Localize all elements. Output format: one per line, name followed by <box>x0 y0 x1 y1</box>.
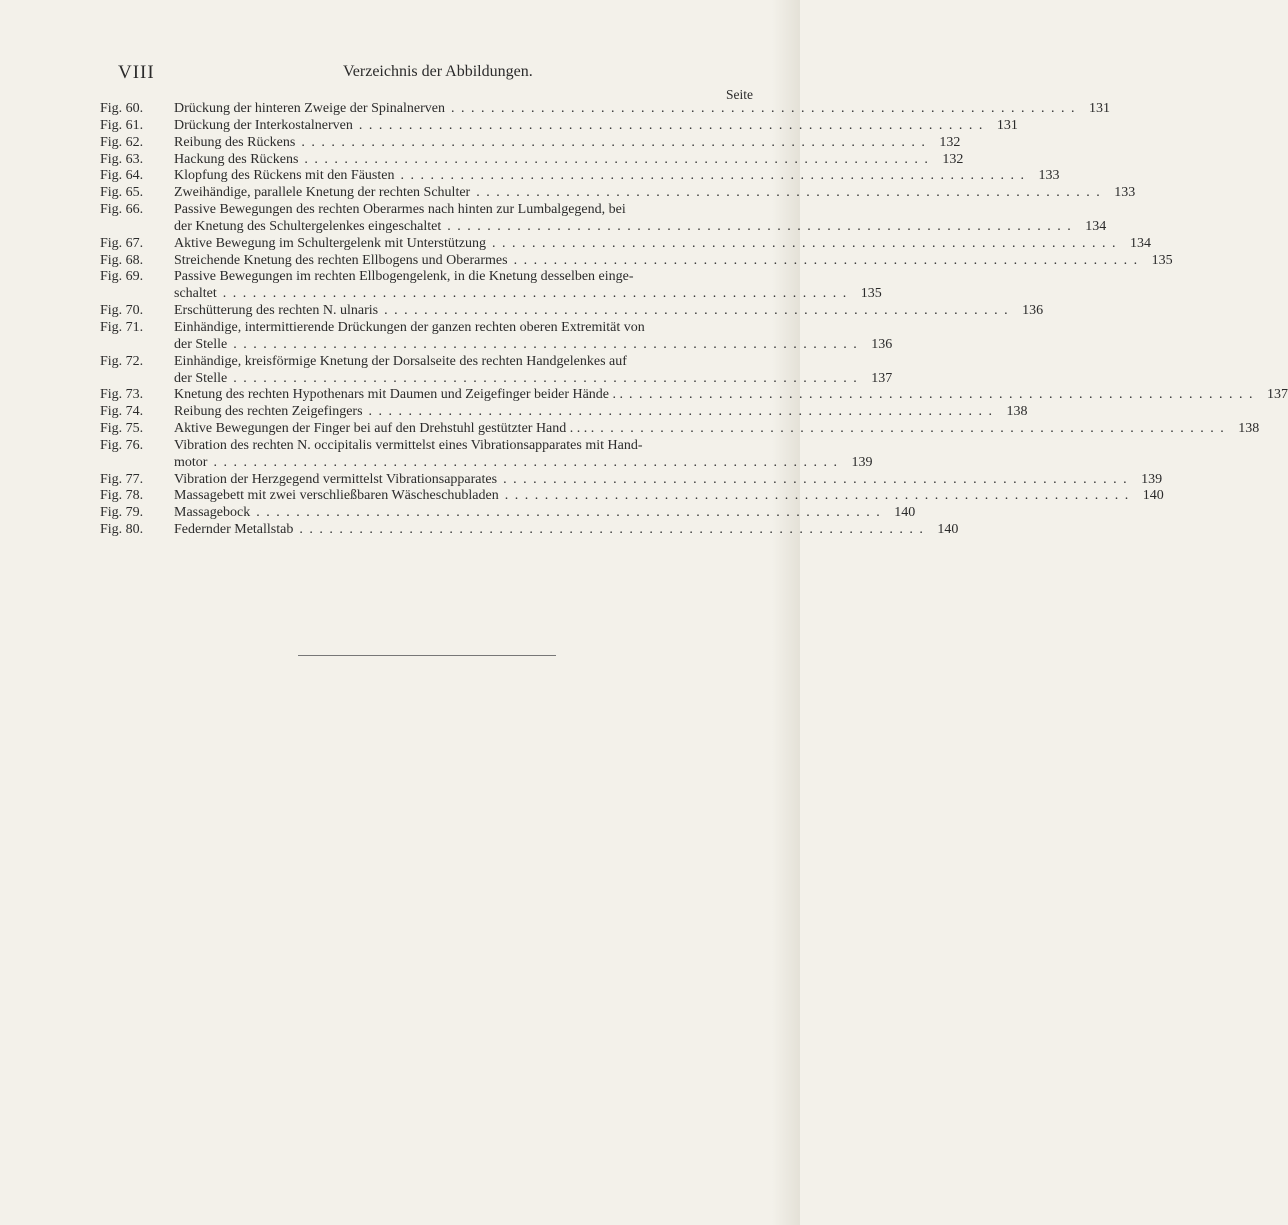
figure-entry <box>100 319 893 354</box>
dot-leader <box>505 488 1130 505</box>
page-reference: 138 <box>1006 404 1028 420</box>
figure-entry <box>100 303 1044 320</box>
figure-caption <box>174 168 1059 185</box>
caption-text: der Knetung des Schultergelenkes eingeschaltet <box>174 218 442 234</box>
dot-leader <box>256 505 881 522</box>
figure-entry <box>100 202 1107 236</box>
figure-number: Fig. 74. <box>100 404 144 420</box>
caption-line <box>174 421 1259 438</box>
figure-caption <box>174 387 1288 404</box>
page-reference: 138 <box>1238 421 1260 437</box>
figure-entry <box>100 168 1060 185</box>
figure-number: Fig. 72. <box>100 353 144 369</box>
figure-caption <box>174 522 958 539</box>
dot-leader <box>503 472 1128 489</box>
figure-list <box>100 101 1288 539</box>
figure-number: Fig. 77. <box>100 471 144 487</box>
dot-leader <box>629 387 1254 404</box>
dot-leader <box>223 286 848 303</box>
dot-leader <box>400 168 1025 185</box>
caption-text: Klopfung des Rückens mit den Fäusten <box>174 168 395 184</box>
figure-caption <box>174 269 882 303</box>
caption-text: motor <box>174 454 208 470</box>
page-reference: 133 <box>1038 168 1060 184</box>
figure-caption <box>174 438 872 472</box>
page-reference: 136 <box>871 336 893 352</box>
figure-number: Fig. 76. <box>100 437 144 453</box>
figure-caption <box>174 185 1135 202</box>
page-reference: 135 <box>1151 252 1173 268</box>
figure-caption <box>174 320 892 354</box>
figure-entry <box>100 437 873 472</box>
caption-line <box>174 488 1164 505</box>
page-reference: 139 <box>1141 471 1163 487</box>
caption-text: der Stelle <box>174 370 228 386</box>
figure-caption <box>174 253 1173 270</box>
figure-number: Fig. 66. <box>100 202 144 218</box>
page-reference: 140 <box>894 505 916 521</box>
page-reference: 132 <box>942 151 964 167</box>
page-reference: 137 <box>871 370 893 386</box>
figure-number: Fig. 78. <box>100 488 144 504</box>
figure-entry <box>100 488 1164 505</box>
dot-leader <box>233 371 858 388</box>
dot-leader <box>514 253 1139 270</box>
figure-caption <box>174 236 1151 253</box>
figure-caption <box>174 472 1162 489</box>
figure-caption <box>174 202 1106 236</box>
figure-entry <box>100 421 1260 438</box>
figure-number: Fig. 64. <box>100 168 144 184</box>
caption-text: Erschütterung des rechten N. ulnaris <box>174 303 379 319</box>
figure-number: Fig. 62. <box>100 134 144 150</box>
page-header <box>118 62 738 86</box>
dot-leader <box>233 337 858 354</box>
figure-entry <box>100 353 893 388</box>
caption-line <box>174 522 958 539</box>
figure-entry <box>100 387 1288 404</box>
caption-line <box>174 185 1135 202</box>
caption-text: Hackung des Rückens <box>174 151 299 167</box>
figure-caption <box>174 404 1028 421</box>
figure-number: Fig. 65. <box>100 185 144 201</box>
page-reference: 136 <box>1022 303 1044 319</box>
dot-leader <box>600 421 1225 438</box>
figure-entry <box>100 522 959 539</box>
caption-text: Knetung des rechten Hypothenars mit Daumen und Zeigefinger beider Hände . . <box>174 387 624 403</box>
figure-number: Fig. 71. <box>100 319 144 335</box>
figure-caption <box>174 118 1018 135</box>
caption-text: Streichende Knetung des rechten Ellbogens und Oberarmes <box>174 252 508 268</box>
page-reference: 140 <box>1142 488 1164 504</box>
caption-text: Zweihändige, parallele Knetung der rechten Schulter <box>174 185 471 201</box>
page-reference: 132 <box>939 134 961 150</box>
caption-line <box>174 303 1043 320</box>
figure-number: Fig. 75. <box>100 421 144 437</box>
figure-number: Fig. 69. <box>100 269 144 285</box>
caption-line <box>174 455 872 472</box>
divider-rule <box>298 655 556 656</box>
figure-number: Fig. 79. <box>100 505 144 521</box>
figure-caption <box>174 303 1043 320</box>
caption-line <box>174 152 963 169</box>
page-reference: 139 <box>851 454 873 470</box>
figure-number: Fig. 80. <box>100 522 144 538</box>
caption-line <box>174 135 960 152</box>
dot-leader <box>301 135 926 152</box>
figure-entry <box>100 471 1163 489</box>
dot-leader <box>384 303 1009 320</box>
figure-caption <box>174 354 892 388</box>
caption-line <box>174 472 1162 489</box>
caption-line <box>174 286 882 303</box>
figure-number: Fig. 61. <box>100 117 144 133</box>
caption-text: Drückung der Interkostalnerven <box>174 117 353 133</box>
caption-text: Reibung des rechten Zeigefingers <box>174 404 363 420</box>
page-reference: 134 <box>1129 235 1151 251</box>
caption-line <box>174 371 892 388</box>
figure-entry <box>100 151 964 169</box>
caption-line <box>174 101 1110 118</box>
figure-entry <box>100 117 1018 135</box>
caption-line <box>174 505 915 522</box>
figure-number: Fig. 63. <box>100 151 144 167</box>
caption-text: Aktive Bewegungen der Finger bei auf den Drehstuhl gestützter Hand . . . . <box>174 421 595 437</box>
page-reference: 140 <box>937 522 959 538</box>
running-title: Verzeichnis der Abbildungen. <box>343 63 533 80</box>
caption-text: Vibration der Herzgegend vermittelst Vibrationsapparates <box>174 471 498 487</box>
caption-line <box>174 219 1106 236</box>
caption-line <box>174 253 1173 270</box>
figure-number: Fig. 67. <box>100 235 144 251</box>
caption-text: Massagebock <box>174 505 251 521</box>
figure-number: Fig. 68. <box>100 252 144 268</box>
figure-number: Fig. 60. <box>100 101 144 116</box>
caption-line: Vibration des rechten N. occipitalis vermittelst eines Vibrationsapparates mit Hand- <box>174 437 643 453</box>
caption-line: Passive Bewegungen des rechten Oberarmes nach hinten zur Lumbalgegend, bei <box>174 202 626 218</box>
dot-leader <box>492 236 1117 253</box>
page-column-label: Seite <box>726 87 753 102</box>
page-reference: 137 <box>1267 387 1288 403</box>
figure-entry <box>100 185 1136 202</box>
caption-text: schaltet <box>174 286 217 302</box>
caption-text: der Stelle <box>174 336 228 352</box>
dot-leader <box>451 101 1076 118</box>
caption-text: Federnder Metallstab <box>174 522 294 538</box>
dot-leader <box>476 185 1101 202</box>
caption-line <box>174 236 1151 253</box>
caption-line: Einhändige, kreisförmige Knetung der Dorsalseite des rechten Handgelenkes auf <box>174 353 627 369</box>
caption-line <box>174 118 1018 135</box>
figure-caption <box>174 488 1164 505</box>
caption-text: Massagebett mit zwei verschließbaren Wäscheschubladen <box>174 488 499 504</box>
caption-line: Einhändige, intermittierende Drückungen der ganzen rechten oberen Extremität von <box>174 319 645 335</box>
figure-caption <box>174 505 915 522</box>
caption-line <box>174 387 1288 404</box>
figure-caption <box>174 101 1110 118</box>
page-reference: 133 <box>1114 185 1136 201</box>
figure-number: Fig. 73. <box>100 387 144 403</box>
dot-leader <box>447 219 1072 236</box>
page-number: VIII <box>118 62 155 83</box>
figure-caption <box>174 421 1259 438</box>
figure-entry <box>100 235 1151 253</box>
figure-entry <box>100 101 1110 118</box>
caption-line <box>174 337 892 354</box>
figure-entry <box>100 404 1028 421</box>
figure-entry <box>100 252 1173 270</box>
figure-caption <box>174 152 963 169</box>
figure-caption <box>174 135 960 152</box>
figure-number: Fig. 70. <box>100 303 144 319</box>
dot-leader <box>304 152 929 169</box>
caption-line <box>174 404 1028 421</box>
dot-leader <box>299 522 924 539</box>
caption-text: Reibung des Rückens <box>174 134 296 150</box>
dot-leader <box>369 404 994 421</box>
page-reference: 135 <box>860 286 882 302</box>
page-reference: 131 <box>1088 101 1110 116</box>
dot-leader <box>213 455 838 472</box>
caption-text: Aktive Bewegung im Schultergelenk mit Unterstützung <box>174 235 486 251</box>
figure-entry <box>100 505 916 522</box>
caption-line: Passive Bewegungen im rechten Ellbogengelenk, in die Knetung desselben einge- <box>174 269 634 285</box>
page-reference: 131 <box>996 117 1018 133</box>
figure-entry <box>100 269 882 303</box>
dot-leader <box>359 118 984 135</box>
page-reference: 134 <box>1085 218 1107 234</box>
caption-line <box>174 168 1059 185</box>
caption-text: Drückung der hinteren Zweige der Spinalnerven <box>174 101 445 116</box>
figure-entry <box>100 134 961 152</box>
